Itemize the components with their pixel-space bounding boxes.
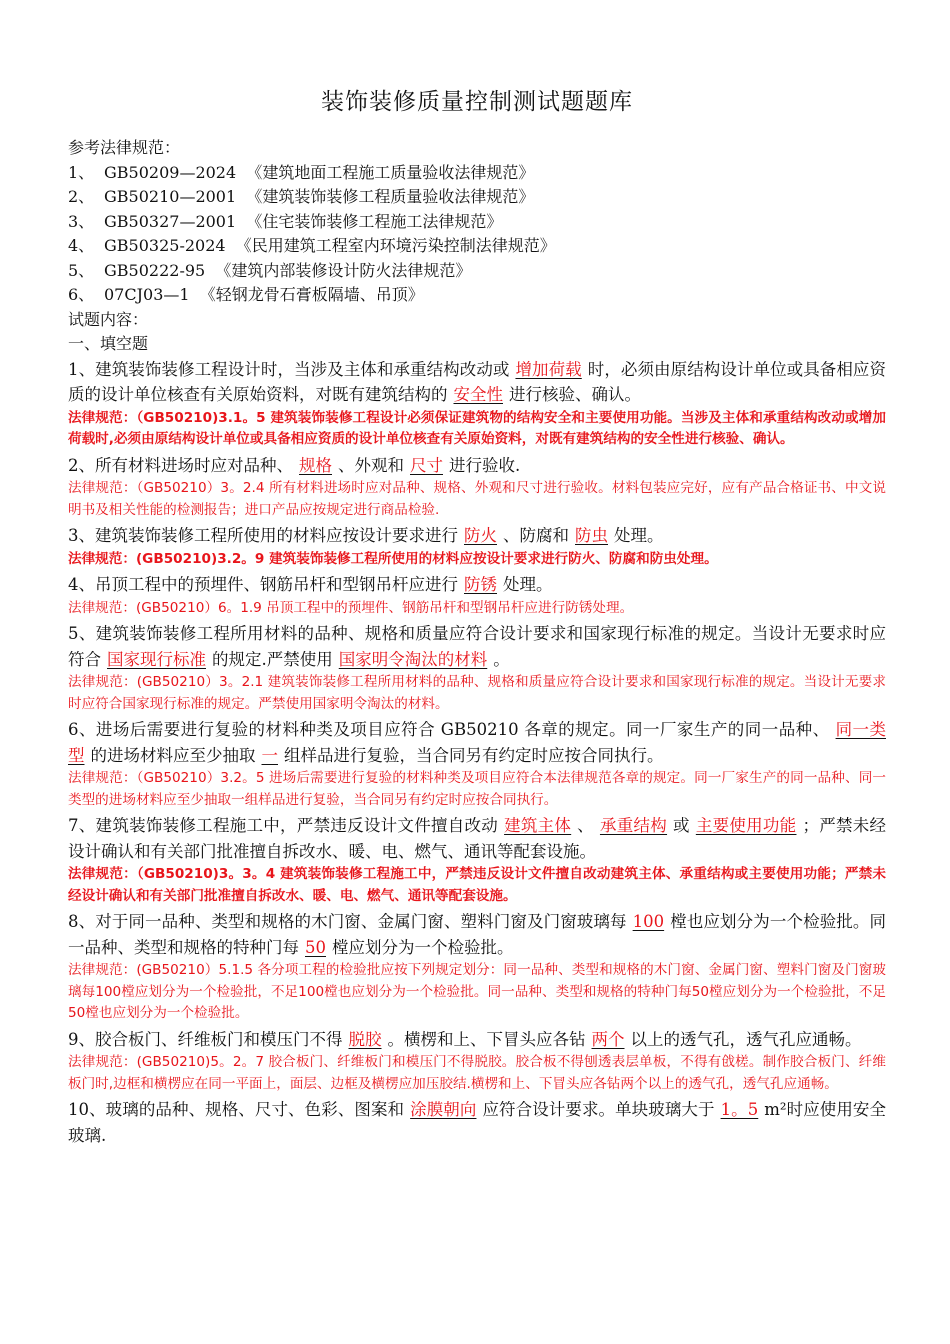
answer-blank: 国家现行标准: [107, 649, 206, 669]
reference-code: 07CJ03—1: [104, 285, 190, 304]
answer-blank: 脱胶: [348, 1029, 382, 1049]
question-text: 樘也应划分为一个检验批。同一品种、类型和规格的特种门每: [68, 912, 887, 957]
legal-reference: 法律规范：(GB50210)3.2。9 建筑装饰装修工程所使用的材料应按设计要求进行防火、防腐和防虫处理。: [68, 550, 718, 567]
legal-reference: 法律规范：(GB50210）3。2.1 建筑装饰装修工程所用材料的品种、规格和质量应符合设计要求和国家现行标准的规定。当设计无要求时应符合国家现行标准的规定。严禁使用国家明令淘汰的材料。: [68, 674, 886, 712]
reference-name: 《建筑地面工程施工质量验收法律规范》: [246, 162, 535, 182]
question-text: m²时应使用安全玻璃.: [68, 1100, 887, 1145]
answer-blank: 国家明令淘汰的材料: [338, 649, 488, 669]
reference-code: GB50222-95: [104, 260, 206, 280]
reference-code: GB50209—2024: [104, 162, 237, 182]
question-text: 以上的透气孔，透气孔应通畅。: [630, 1029, 862, 1049]
question-text: 、外观和: [338, 455, 404, 475]
reference-number: 4、: [68, 236, 95, 255]
reference-number: 2、: [68, 187, 95, 206]
question-1: [68, 357, 886, 408]
question-text: 处理。: [503, 575, 553, 594]
reference-item: [68, 161, 886, 186]
answer-blank: 防虫: [575, 526, 608, 545]
legal-reference: 法律规范：(GB50210）6。1.9 吊顶工程中的预埋件、钢筋吊杆和型钢吊杆应进行防锈处理。: [68, 599, 634, 616]
reference-name: 《建筑内部装修设计防火法律规范》: [215, 260, 472, 280]
question-text: 、防腐和: [503, 526, 569, 545]
question-text: 7、建筑装饰装修工程施工中，严禁违反设计文件擅自改动: [68, 816, 499, 835]
question-text: 进行验收.: [449, 455, 521, 475]
reference-item: [68, 259, 886, 284]
question-text: 、: [577, 816, 594, 835]
question-text: 3、建筑装饰装修工程所使用的材料应按设计要求进行: [68, 526, 458, 545]
reference-item: [68, 283, 886, 308]
question-text: 2、所有材料进场时应对品种、: [68, 455, 293, 475]
document-title: 装饰装修质量控制测试题题库: [321, 89, 633, 115]
reference-name: 《民用建筑工程室内环境污染控制法律规范》: [235, 236, 556, 255]
reference-number: 3、: [68, 211, 95, 231]
legal-reference: 法律规范：（GB50210)3.1。5 建筑装饰装修工程设计必须保证建筑物的结构安全和主要使用功能。当涉及主体和承重结构改动或增加荷载时,必须由原结构设计单位或具备相应资质的设计单位核查有关原始资料，对既有建筑结构的安全性进行核验、确认。: [68, 409, 886, 447]
question-text: 5、建筑装饰装修工程所用材料的品种、规格和质量应符合设计要求和国家现行标准的规定。当设计无要求时应符合: [68, 624, 886, 669]
question-text: 的规定.严禁使用: [212, 649, 333, 669]
answer-blank: 防火: [464, 526, 497, 545]
reference-code: GB50210—2001: [104, 187, 237, 206]
answer-blank: 增加荷载: [515, 359, 582, 379]
answer-blank: 尺寸: [410, 455, 443, 475]
question-text: 樘应划分为一个检验批。: [332, 937, 514, 957]
question-text: 处理。: [614, 526, 664, 545]
legal-reference: 法律规范：（GB50210）3。2.4 所有材料进场时应对品种、规格、外观和尺寸进行验收。材料包装应完好，应有产品合格证书、中文说明书及相关性能的检测报告；进口产品应按规定进行商品检验.: [68, 480, 886, 518]
section-heading: 一、填空题: [68, 334, 149, 353]
question-7: [68, 813, 886, 864]
question-text: 应符合设计要求。单块玻璃大于: [482, 1100, 715, 1119]
reference-number: 6、: [68, 285, 95, 304]
question-10: [68, 1097, 886, 1148]
reference-number: 1、: [68, 162, 95, 182]
question-text: 时，必须由原结构设计单位或具备相应资质的设计单位核查有关原始资料，对既有建筑结构的: [68, 359, 887, 404]
question-6: [68, 717, 886, 768]
question-2: [68, 453, 886, 479]
question-5: [68, 621, 886, 672]
question-text: 。: [493, 649, 510, 669]
answer-blank: 承重结构: [599, 816, 668, 835]
answer-blank: 防锈: [464, 575, 497, 594]
answer-blank: 同一类型: [68, 720, 886, 765]
reference-name: 《建筑装饰装修工程质量验收法律规范》: [246, 187, 535, 206]
document-page: [68, 86, 886, 1148]
answer-blank: 安全性: [453, 385, 503, 404]
answer-blank: 两个: [591, 1029, 625, 1049]
reference-code: GB50325-2024: [104, 236, 226, 255]
reference-item: [68, 234, 886, 259]
reference-item: [68, 185, 886, 210]
question-text: 进行核验、确认。: [509, 385, 641, 404]
answer-blank: 主要使用功能: [695, 816, 797, 835]
question-3: [68, 523, 886, 549]
reference-code: GB50327—2001: [104, 211, 237, 231]
refs-heading: 参考法律规范：: [68, 138, 181, 157]
question-text: 1、建筑装饰装修工程设计时，当涉及主体和承重结构改动或: [68, 359, 510, 379]
question-text: 的进场材料应至少抽取: [90, 745, 256, 765]
reference-name: 《住宅装饰装修工程施工法律规范》: [246, 211, 503, 231]
question-8: [68, 909, 886, 960]
legal-reference: 法律规范：(GB50210）5.1.5 各分项工程的检验批应按下列规定划分：同一品种、类型和规格的木门窗、金属门窗、塑料门窗及门窗玻璃每100樘应划分为一个检验批，不足100樘也应划分为一个检验批。同一品种、类型和规格的特种门每50樘应划分为一个检验批，不足50樘也应划分为一个检验批。: [68, 962, 886, 1021]
question-4: [68, 572, 886, 598]
answer-blank: 50: [305, 937, 326, 957]
question-text: 9、胶合板门、纤维板门和模压门不得: [68, 1029, 343, 1049]
question-text: ；严禁未经设计确认和有关部门批准擅自拆改水、暖、电、燃气、通讯等配套设施。: [68, 816, 887, 861]
reference-item: [68, 210, 886, 235]
reference-number: 5、: [68, 260, 95, 280]
question-text: 8、对于同一品种、类型和规格的木门窗、金属门窗、塑料门窗及门窗玻璃每: [68, 912, 627, 931]
reference-list: [68, 161, 886, 308]
answer-blank: 1。5: [720, 1100, 759, 1119]
reference-name: 《轻钢龙骨石膏板隔墙、吊顶》: [199, 285, 424, 304]
content-heading: 试题内容：: [68, 309, 149, 329]
question-text: 4、吊顶工程中的预埋件、钢筋吊杆和型钢吊杆应进行: [68, 575, 458, 594]
answer-blank: 建筑主体: [504, 816, 572, 835]
answer-blank: 一: [261, 745, 278, 765]
answer-blank: 100: [632, 912, 665, 931]
question-9: [68, 1027, 886, 1053]
question-text: 或: [673, 816, 690, 835]
legal-reference: 法律规范：（GB50210)3。3。4 建筑装饰装修工程施工中，严禁违反设计文件擅自改动建筑主体、承重结构或主要使用功能；严禁未经设计确认和有关部门批准擅自拆改水、暖、电、燃气、通讯等配套设施。: [68, 866, 886, 904]
answer-blank: 规格: [299, 455, 332, 475]
answer-blank: 涂膜朝向: [410, 1100, 477, 1119]
question-text: 10、玻璃的品种、规格、尺寸、色彩、图案和: [68, 1100, 405, 1119]
question-text: 。横楞和上、下冒头应各钻: [387, 1029, 586, 1049]
question-text: 6、进场后需要进行复验的材料种类及项目应符合 GB50210 各章的规定。同一厂家生产的同一品种、: [68, 720, 830, 739]
legal-reference: 法律规范：(GB50210)5。2。7 胶合板门、纤维板门和模压门不得脱胶。胶合板不得刨透表层单板，不得有戗槎。制作胶合板门、纤维板门时,边框和横楞应在同一平面上，面层、边框及横楞应加压胶结.横楞和上、下冒头应各钻两个以上的透气孔，透气孔应通畅。: [68, 1054, 886, 1092]
question-text: 组样品进行复验，当合同另有约定时应按合同执行。: [284, 745, 664, 765]
legal-reference: 法律规范：（GB50210）3.2。5 进场后需要进行复验的材料种类及项目应符合本法律规范各章的规定。同一厂家生产的同一品种、同一类型的进场材料应至少抽取一组样品进行复验，当合同另有约定时应按合同执行。: [68, 770, 886, 808]
